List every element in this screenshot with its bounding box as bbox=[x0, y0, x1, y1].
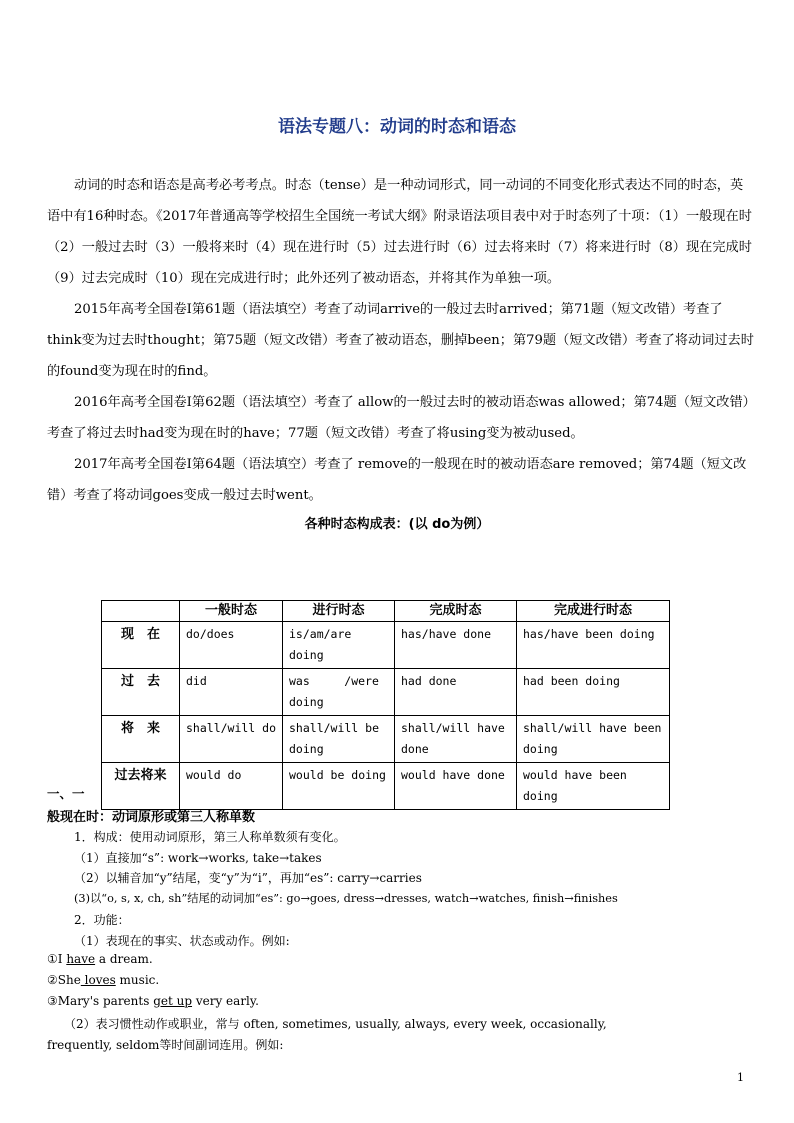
table-row bbox=[102, 622, 670, 669]
table-cell: would do bbox=[180, 763, 283, 810]
table-cell: has/have done bbox=[395, 622, 517, 669]
row-label: 过 去 bbox=[102, 669, 180, 716]
table-cell: shall/will have been doing bbox=[517, 716, 670, 763]
table-cell: would have done bbox=[395, 763, 517, 810]
paragraph-2016 bbox=[47, 387, 754, 449]
table-cell: would be doing bbox=[283, 763, 395, 810]
table-cell: had been doing bbox=[517, 669, 670, 716]
table-row bbox=[102, 716, 670, 763]
rule-line-2: （2）以辅音加“y”结尾，变“y”为“i”，再加“es”: carry→carries bbox=[74, 871, 422, 885]
rule-line-1: （1）直接加“s”: work→works, take→takes bbox=[74, 851, 322, 865]
table-cell: is/am/are doing bbox=[283, 622, 395, 669]
function-item-2-cont: frequently, seldom等时间副词连用。例如: bbox=[47, 1038, 284, 1052]
table-cell: has/have been doing bbox=[517, 622, 670, 669]
function-line: 2．功能： bbox=[74, 913, 130, 927]
page-number: 1 bbox=[737, 1071, 744, 1084]
table-cell: had done bbox=[395, 669, 517, 716]
table-cell: do/does bbox=[180, 622, 283, 669]
table-header-row bbox=[102, 601, 670, 622]
row-label: 过去将来 bbox=[102, 763, 180, 810]
table-title: 各种时态构成表：(以 do为例） bbox=[304, 517, 490, 532]
intro-paragraph bbox=[47, 170, 754, 294]
underlined-verb: loves bbox=[80, 973, 116, 987]
table-header-cell bbox=[102, 601, 180, 622]
table-row bbox=[102, 763, 670, 810]
construction-line: 1．构成：使用动词原形，第三人称单数须有变化。 bbox=[74, 830, 346, 844]
example-3: ③Mary's parents get up very early. bbox=[47, 994, 259, 1008]
text-2016: 2016年高考全国卷Ⅰ第62题（语法填空）考查了 allow的一般过去时的被动语态was allowed；第74题（短文改错）考查了将过去时had变为现在时的have；77题（短文改错）考查了将using变为被动used。 bbox=[47, 395, 750, 441]
table-header-cell: 完成时态 bbox=[395, 601, 517, 622]
text-2017: 2017年高考全国卷Ⅰ第64题（语法填空）考查了 remove的一般现在时的被动语态are removed；第74题（短文改错）考查了将动词goes变成一般过去时went。 bbox=[47, 457, 747, 503]
table-row bbox=[102, 669, 670, 716]
table-cell: did bbox=[180, 669, 283, 716]
document-title: 语法专题八：动词的时态和语态 bbox=[278, 117, 516, 137]
table-cell: would have been doing bbox=[517, 763, 670, 810]
section-heading: 般现在时：动词原形或第三人称单数 bbox=[47, 810, 256, 825]
table-cell: shall/will be doing bbox=[283, 716, 395, 763]
row-label: 现 在 bbox=[102, 622, 180, 669]
table-cell: shall/will have done bbox=[395, 716, 517, 763]
tense-table bbox=[101, 600, 670, 810]
example-1: ①I have a dream. bbox=[47, 952, 153, 966]
paragraph-2017 bbox=[47, 449, 754, 511]
rule-line-3: (3)以“o, s, x, ch, sh”结尾的动词加“es”: go→goes, dress→dresses, watch→watches, finish→finishes bbox=[74, 892, 618, 905]
text-2015: 2015年高考全国卷Ⅰ第61题（语法填空）考查了动词arrive的一般过去时arrived；第71题（短文改错）考查了think变为过去时thought；第75题（短文改错）考查了被动语态，删掉been；第79题（短文改错）考查了将动词过去时的found变为现在时的find。 bbox=[47, 302, 754, 379]
row-label: 将 来 bbox=[102, 716, 180, 763]
underlined-verb: get up bbox=[153, 994, 193, 1008]
table-header-cell: 一般时态 bbox=[180, 601, 283, 622]
underlined-verb: have bbox=[66, 952, 96, 966]
table-header-cell: 完成进行时态 bbox=[517, 601, 670, 622]
table-cell: was /were doing bbox=[283, 669, 395, 716]
function-item-2: （2）表习惯性动作或职业，常与 often, sometimes, usually, always, every week, occasionally, bbox=[64, 1017, 607, 1031]
function-item-1: （1）表现在的事实、状态或动作。例如: bbox=[74, 934, 290, 948]
paragraph-2015 bbox=[47, 294, 754, 387]
table-header-cell: 进行时态 bbox=[283, 601, 395, 622]
table-cell: shall/will do bbox=[180, 716, 283, 763]
section-heading-prefix: 一、一 bbox=[47, 786, 85, 801]
intro-text: 动词的时态和语态是高考必考考点。时态（tense）是一种动词形式，同一动词的不同变化形式表达不同的时态，英语中有16种时态。《2017年普通高等学校招生全国统一考试大纲》附录语法项目表中对于时态列了十项：（1）一般现在时（2）一般过去时（3）一般将来时（4）现在进行时（5）过去进行时（6）过去将来时（7）将来进行时（8）现在完成时（9）过去完成时（10）现在完成进行时；此外还列了被动语态，并将其作为单独一项。 bbox=[47, 178, 752, 286]
example-2: ②She loves music. bbox=[47, 973, 160, 987]
